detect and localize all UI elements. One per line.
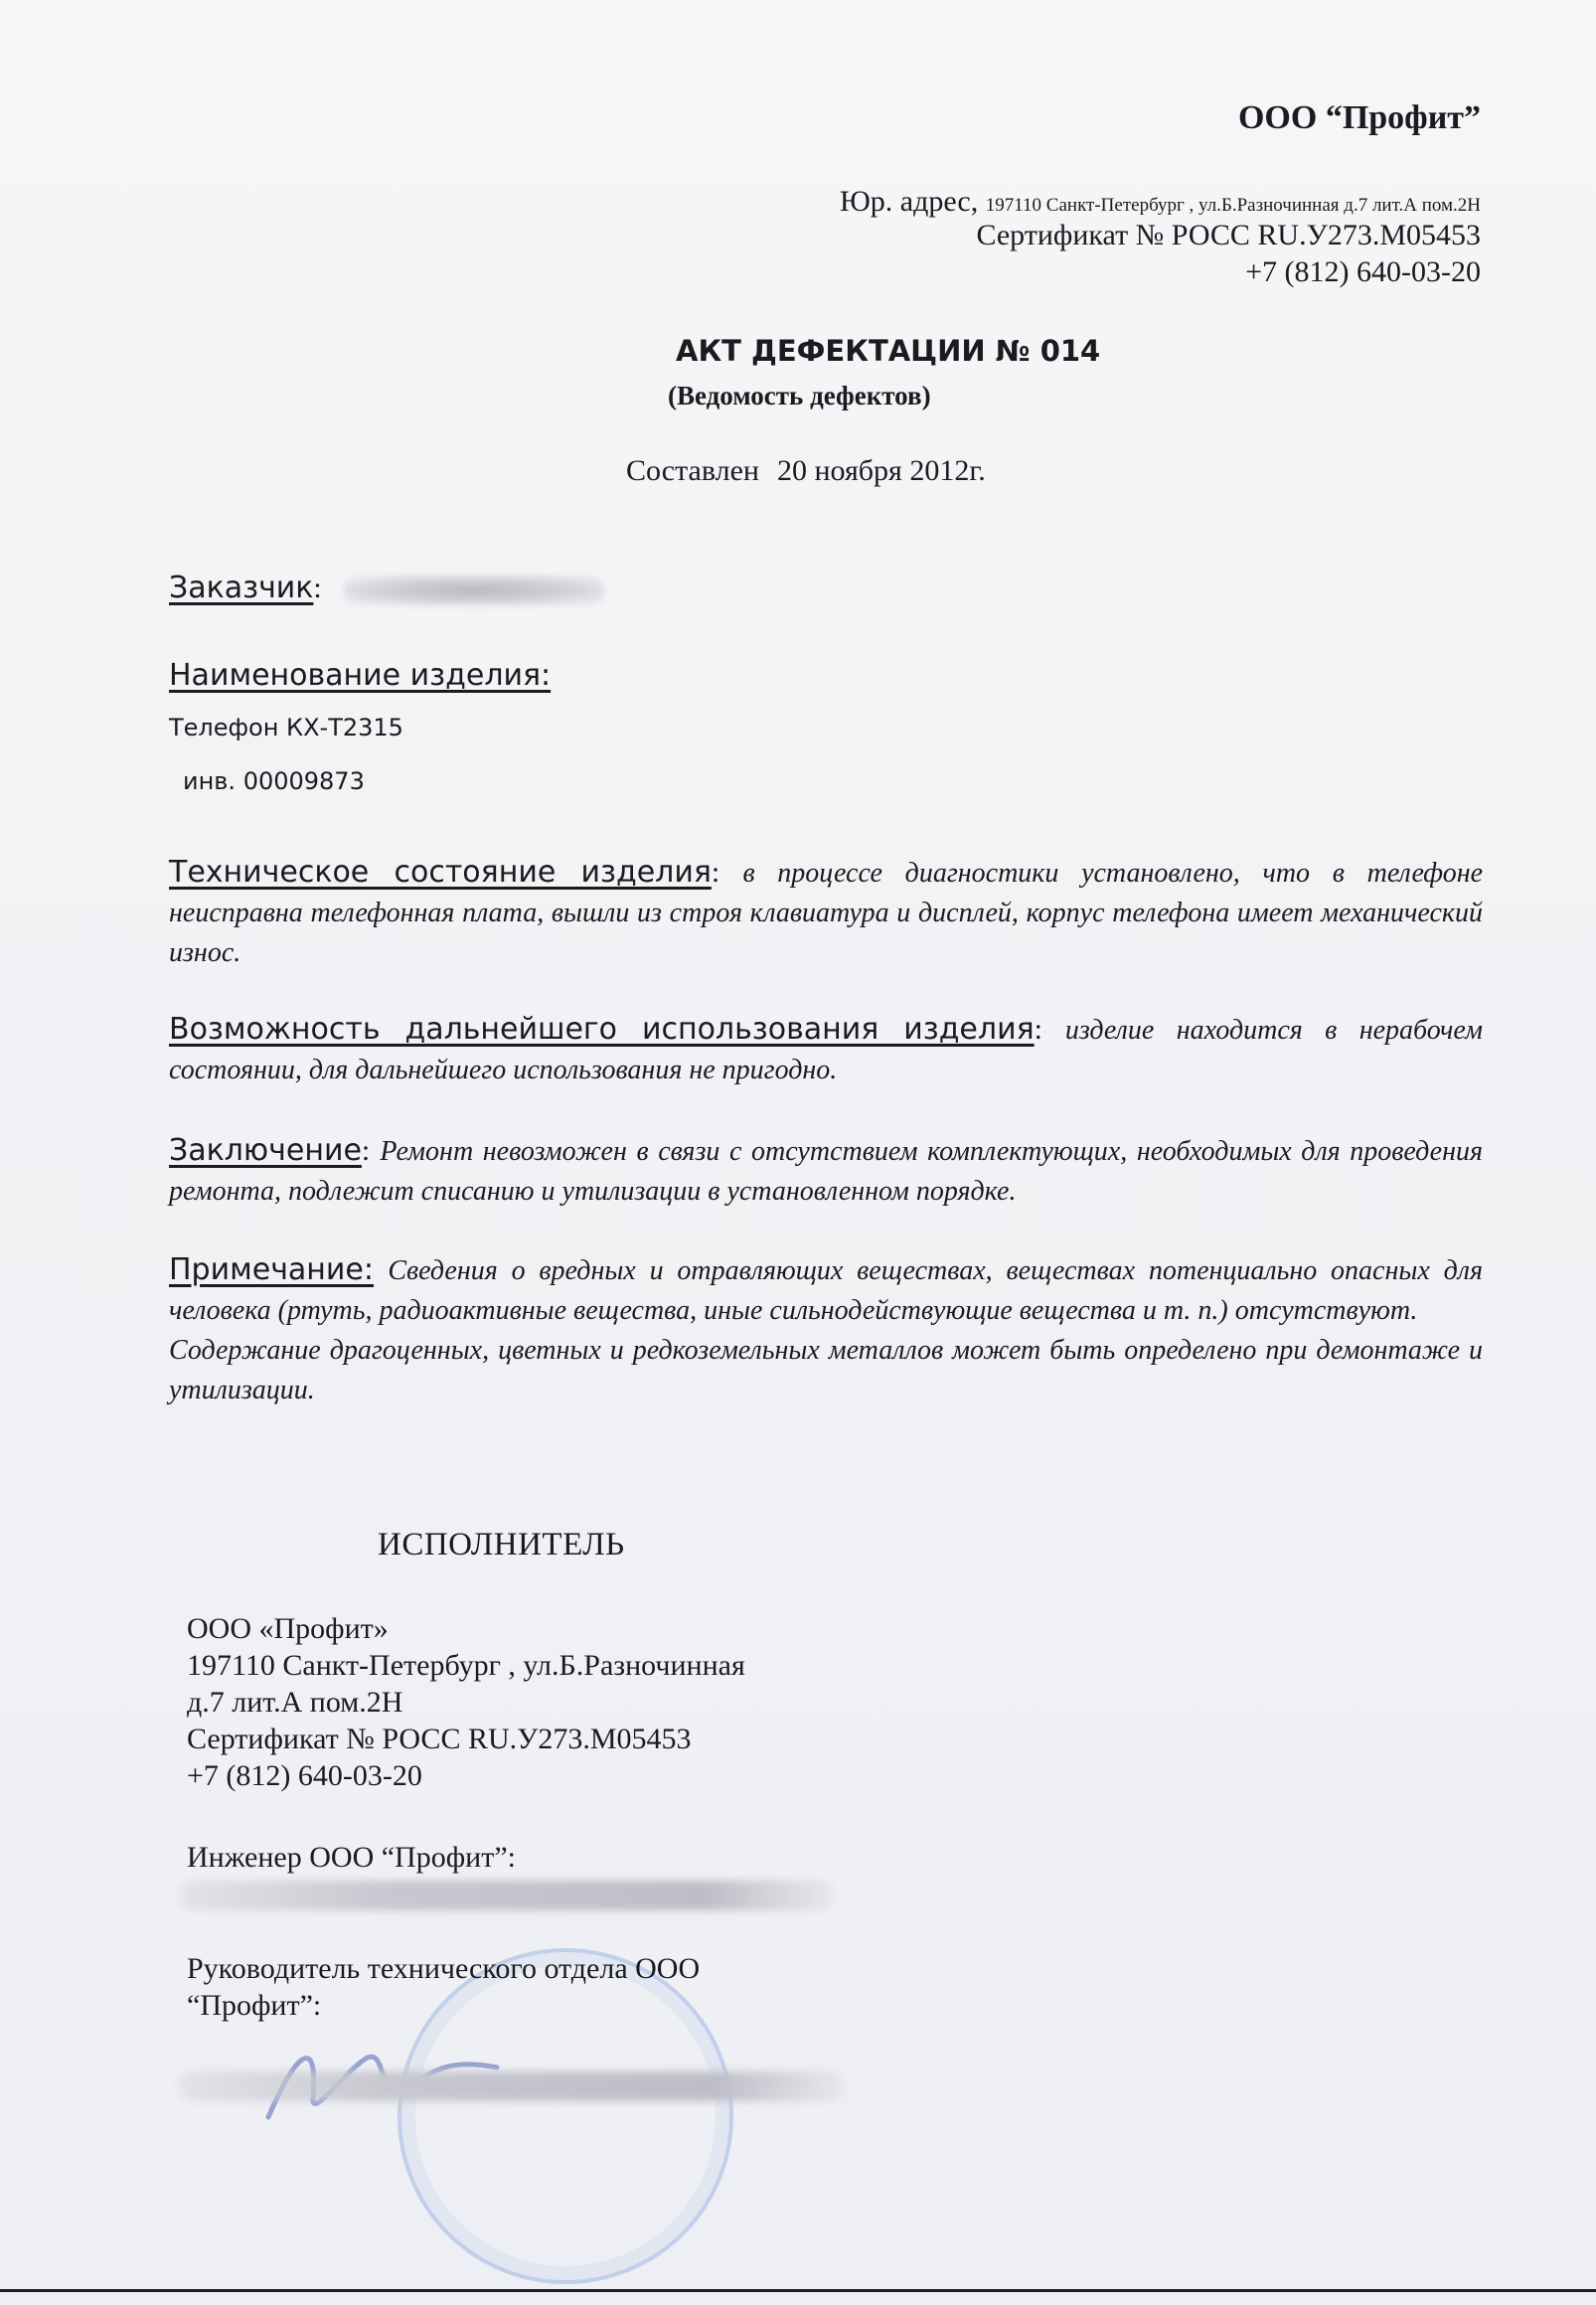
conclusion-colon: :	[361, 1134, 381, 1167]
engineer-signature-redacted	[179, 1881, 835, 1910]
company-title: ООО “Профит”	[1237, 99, 1481, 136]
further-use-colon: :	[1034, 1013, 1065, 1046]
product-section	[169, 656, 1483, 695]
technical-state-label: Техническое состояние изделия	[169, 855, 712, 890]
executor-address-2: д.7 лит.А пом.2Н	[187, 1686, 403, 1719]
phone-line: +7 (812) 640-03-20	[1245, 255, 1481, 288]
product-label: Наименование изделия:	[169, 658, 552, 693]
product-inventory: инв. 00009873	[183, 767, 365, 795]
certificate-line: Сертификат № РОСС RU.У273.М05453	[976, 219, 1481, 251]
executor-certificate: Сертификат № РОСС RU.У273.М05453	[187, 1723, 692, 1755]
technical-state-colon: :	[711, 856, 743, 889]
legal-address	[840, 185, 1481, 219]
note-text-2: Содержание драгоценных, цветных и редкоземельных металлов может быть определено при демонтаже и утилизации.	[169, 1335, 1483, 1405]
scan-edge-line	[0, 2289, 1596, 2292]
conclusion-section	[169, 1131, 1483, 1211]
executor-phone: +7 (812) 640-03-20	[187, 1759, 422, 1792]
executor-address-1: 197110 Санкт-Петербург , ул.Б.Разночинная	[187, 1649, 745, 1682]
further-use-section	[169, 1010, 1483, 1089]
document-title: АКТ ДЕФЕКТАЦИИ № 014	[676, 334, 1101, 368]
customer-label: Заказчик	[169, 571, 314, 605]
customer-colon: :	[313, 572, 322, 604]
executor-heading: ИСПОЛНИТЕЛЬ	[378, 1527, 625, 1563]
conclusion-text: Ремонт невозможен в связи с отсутствием комплектующих, необходимых для проведения ремонта, подлежит списанию и утилизации в установленном порядке.	[169, 1136, 1484, 1207]
note-text-1: Сведения о вредных и отравляющих веществах, веществах потенциально опасных для человека (ртуть, радиоактивные вещества, иные сильнодействующие вещества и т. п.) отсутствуют.	[169, 1255, 1483, 1326]
composed-label: Составлен	[626, 454, 759, 487]
address-value: 197110 Санкт-Петербург , ул.Б.Разночинная д.7 лит.А пом.2Н	[985, 195, 1481, 216]
engineer-label: Инженер ООО “Профит”:	[187, 1841, 516, 1874]
executor-company: ООО «Профит»	[187, 1612, 389, 1645]
further-use-text: изделие находится в нерабочем состоянии, для дальнейшего использования не пригодно.	[169, 1015, 1483, 1085]
conclusion-label: Заключение	[169, 1133, 362, 1168]
customer-section	[169, 569, 1483, 607]
customer-name-redacted	[344, 576, 604, 605]
product-name: Телефон КХ-Т2315	[169, 714, 403, 741]
composed-date	[626, 454, 986, 488]
executor-details	[187, 1610, 745, 1794]
document-subtitle: (Ведомость дефектов)	[668, 381, 931, 411]
head-label-line-1: Руководитель технического отдела ООО	[187, 1952, 701, 1985]
note-section	[169, 1250, 1483, 1409]
address-label: Юр. адрес,	[839, 185, 986, 218]
technical-state-section	[169, 853, 1483, 972]
further-use-label: Возможность дальнейшего использования изделия	[169, 1012, 1035, 1047]
head-label-line-2: “Профит”:	[187, 1989, 322, 2022]
note-label: Примечание:	[169, 1252, 374, 1287]
head-of-technical-dept	[187, 1950, 700, 2024]
composed-date-value: 20 ноября 2012г.	[776, 454, 986, 487]
technical-state-text: в процессе диагностики установлено, что в телефоне неисправна телефонная плата, вышли из строя клавиатура и дисплей, корпус телефона имеет механический износ.	[169, 858, 1484, 968]
head-signature-redacted	[179, 2071, 845, 2101]
